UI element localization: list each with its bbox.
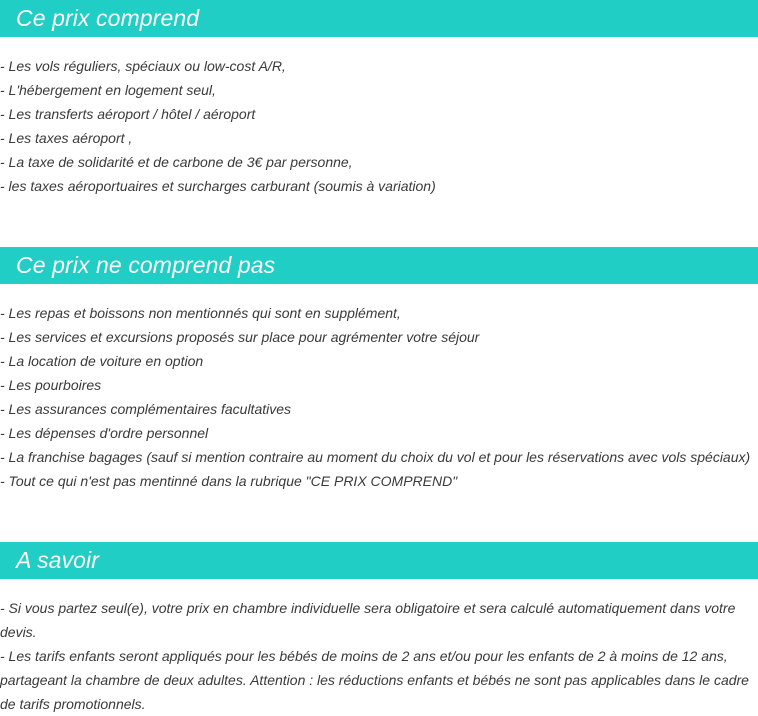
list-item: - Les assurances complémentaires facultatives [0, 401, 292, 417]
list-item: - Les pourboires [0, 377, 102, 393]
list-item: - La franchise bagages (sauf si mention contraire au moment du choix du vol et pour les réservations avec vols spéciaux) [0, 449, 751, 465]
section-title-know: A savoir [16, 547, 100, 573]
section-title-excludes: Ce prix ne comprend pas [16, 252, 276, 278]
know-paragraph-child-rates: - Les tarifs enfants seront appliqués pour les bébés de moins de 2 ans et/ou pour les enfants de 2 à moins de 12 ans, partageant la chambre de deux adultes. Attention : les réductions enfants et bébés ne sont pas applicables dans le cadre de tarifs promotionnels. [0, 648, 749, 712]
section-price-excludes [0, 247, 758, 493]
section-good-to-know [0, 542, 758, 716]
know-paragraph-single-room: - Si vous partez seul(e), votre prix en chambre individuelle sera obligatoire et sera calculé automatiquement dans votre devis. [0, 600, 736, 640]
list-item: - Les taxes aéroport , [0, 130, 133, 146]
section-header-includes [0, 0, 758, 37]
includes-list [0, 54, 758, 198]
list-item: - Tout ce qui n'est pas mentinné dans la rubrique "CE PRIX COMPREND" [0, 473, 458, 489]
list-item: - Les services et excursions proposés sur place pour agrémenter votre séjour [0, 329, 480, 345]
section-header-excludes [0, 247, 758, 284]
list-item: - La location de voiture en option [0, 353, 204, 369]
section-price-includes [0, 0, 758, 198]
list-item: - Les dépenses d'ordre personnel [0, 425, 209, 441]
list-item: - Les vols réguliers, spéciaux ou low-cost A/R, [0, 58, 286, 74]
excludes-list [0, 301, 758, 493]
list-item: - L'hébergement en logement seul, [0, 82, 216, 98]
section-header-know [0, 542, 758, 579]
list-item: - Les repas et boissons non mentionnés qui sont en supplément, [0, 305, 401, 321]
list-item: - La taxe de solidarité et de carbone de 3€ par personne, [0, 154, 353, 170]
section-title-includes: Ce prix comprend [16, 5, 200, 31]
list-item: - Les transferts aéroport / hôtel / aéroport [0, 106, 256, 122]
know-body [0, 596, 758, 716]
list-item: - les taxes aéroportuaires et surcharges carburant (soumis à variation) [0, 178, 436, 194]
